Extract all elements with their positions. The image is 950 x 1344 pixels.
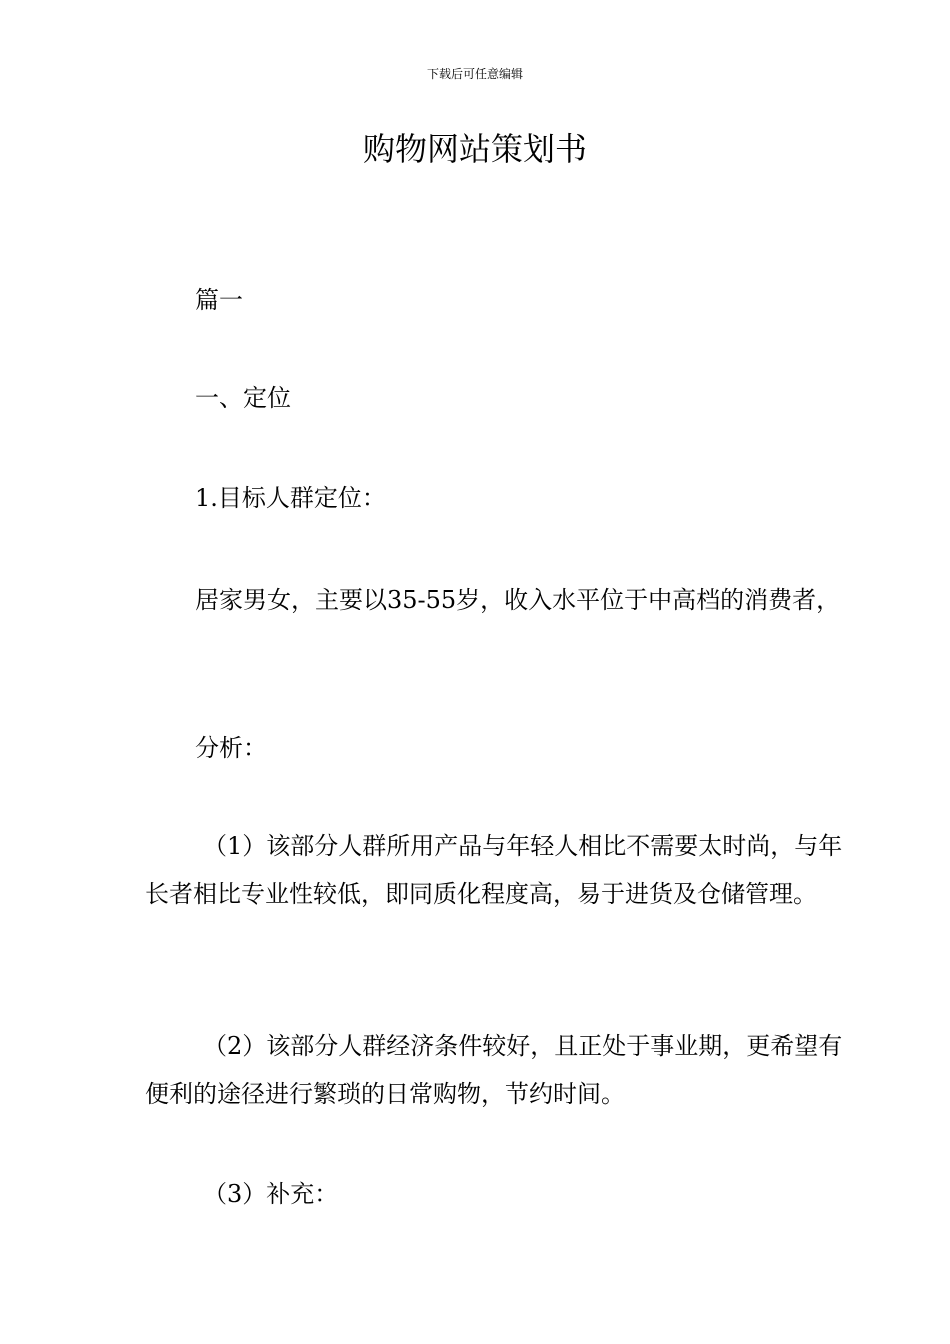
page-header-note: 下载后可任意编辑 <box>426 67 523 81</box>
subsection-heading: 1.目标人群定位： <box>195 484 386 512</box>
analysis-point: （1）该部分人群所用产品与年轻人相比不需要太时尚，与年长者相比专业性较低，即同质化程度高，易于进货及仓储管理。 <box>145 832 843 908</box>
document-title: 购物网站策划书 <box>362 130 587 168</box>
analysis-point: （3）补充： <box>203 1180 339 1208</box>
section-heading: 一、定位 <box>195 384 291 412</box>
section-label: 篇一 <box>195 286 243 314</box>
analysis-point: （2）该部分人群经济条件较好，且正处于事业期，更希望有便利的途径进行繁琐的日常购物，节约时间。 <box>145 1032 843 1108</box>
analysis-label: 分析： <box>195 734 267 762</box>
body-paragraph: 居家男女，主要以35-55岁，收入水平位于中高档的消费者， <box>195 586 841 614</box>
